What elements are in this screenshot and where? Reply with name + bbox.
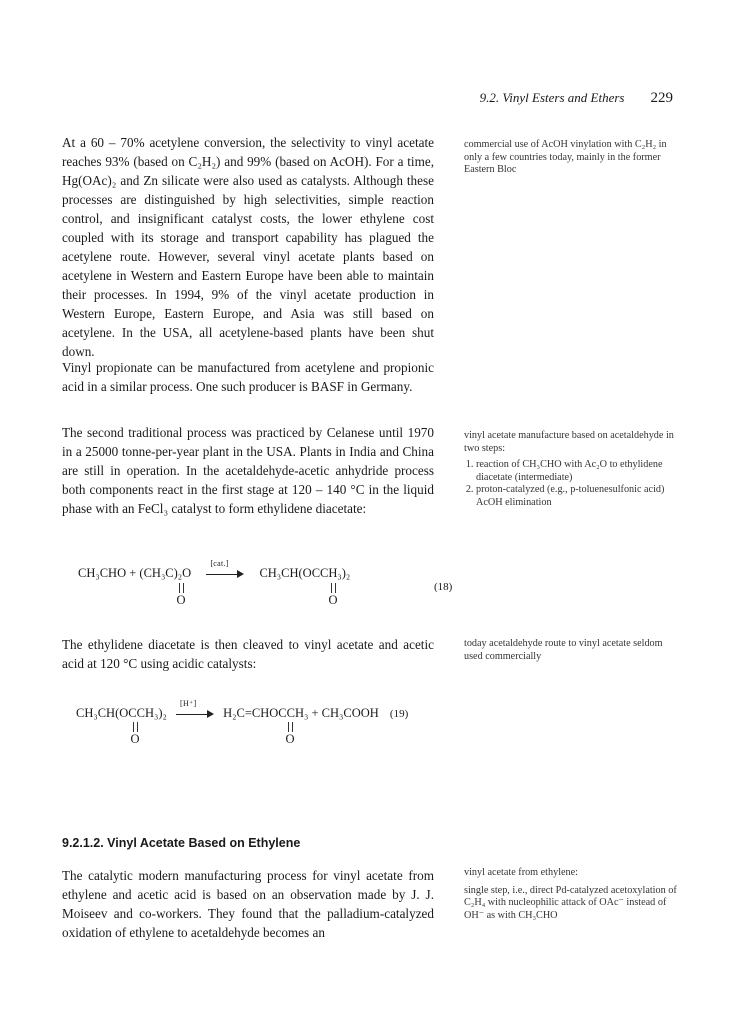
page-number: 229 — [650, 90, 673, 106]
double-bond — [179, 583, 184, 593]
double-bond — [288, 722, 293, 732]
margin-note-acetaldehyde — [464, 430, 678, 510]
section-title: 9.2. Vinyl Esters and Ethers — [479, 90, 625, 105]
equation-number-18: (18) — [434, 581, 453, 593]
eq18-carbonyl-1 — [175, 583, 187, 606]
eq19-catalyst: [H⁺] — [179, 699, 197, 709]
equation-number-19: (19) — [389, 708, 409, 720]
paragraph-cleavage: The ethylidene diacetate is then cleaved to vinyl acetate and acetic acid at 120 °C using acidic catalysts: — [62, 637, 434, 671]
margin-note-intro: vinyl acetate manufacture based on acetaldehyde in two steps: — [464, 430, 674, 454]
double-bond — [133, 722, 138, 732]
margin-note-body: single step, i.e., direct Pd-catalyzed acetoxylation of C₂H₄ with nucleophilic attack of OAc⁻ instead of OH⁻ as with CH₃CHO — [464, 884, 677, 921]
reaction-arrow — [176, 699, 214, 719]
running-header — [440, 90, 673, 107]
margin-note-steps — [464, 459, 678, 509]
paragraph-acetylene-conversion: At a 60 – 70% acetylene conversion, the selectivity to vinyl acetate reaches 93% (based on C₂H₂) and 99% (based on AcOH). For a time, Hg(OAc)₂ and Zn silicate were also used as catalysts. Although these processes are distinguished by high selectivities, simple reaction control, and insignificant catalyst costs, the lower ethylene cost coupled with its storage and transport capability has plagued the acetylene route. However, several vinyl acetate plants based on acetylene in Western and Eastern Europe have been able to maintain their processes. In 1994, 9% of the vinyl acetate production in Western Europe, Eastern Europe, and Asia was still based on acetylene. In the USA, all acetylene-based plants have been shut down. — [62, 135, 434, 359]
margin-note-title: vinyl acetate from ethylene: — [464, 867, 578, 878]
oxygen-label: O — [328, 593, 338, 607]
eq18-reactants: CH₃CHO + (CH₃C)₂O — [78, 566, 192, 580]
double-bond — [331, 583, 336, 593]
eq18-catalyst: [cat.] — [210, 559, 229, 569]
oxygen-label: O — [176, 593, 186, 607]
margin-note-seldom-used: today acetaldehyde route to vinyl acetate seldom used commercially — [464, 638, 663, 662]
eq19-carbonyl-2 — [284, 722, 296, 745]
paragraph-ethylene-route: The catalytic modern manufacturing process for vinyl acetate from ethylene and acetic acid is based on an observation made by J. J. Moiseev and co-workers. They found that the palladium-catalyzed oxidation of ethylene to acetaldehyde becomes an — [62, 868, 434, 940]
eq18-product: CH₃CH(OCCH₃)₂ — [259, 566, 351, 580]
paragraph-second-process: The second traditional process was practiced by Celanese until 1970 in a 25000 tonne-per-year plant in the USA. Plants in India and China are still in operation. In the acetaldehyde-acetic anhydride process both components react in the first stage at 120 – 140 °C in the liquid phase with an FeCl₃ catalyst to form ethylidene diacetate: — [62, 425, 434, 516]
section-heading: 9.2.1.2. Vinyl Acetate Based on Ethylene — [62, 836, 301, 850]
oxygen-label: O — [285, 732, 295, 746]
equation-19 — [76, 699, 436, 721]
equation-18 — [78, 559, 351, 581]
eq19-reactant: CH₃CH(OCCH₃)₂ — [76, 706, 167, 720]
margin-note-step: 1. reaction of CH₃CHO with Ac₂O to ethylidene diacetate (intermediate) — [476, 459, 678, 484]
reaction-arrow — [206, 559, 244, 579]
eq19-products: H₂C=CHOCCH₃ + CH₃COOH — [223, 706, 379, 720]
eq18-carbonyl-2 — [327, 583, 339, 606]
margin-note-ethylene — [464, 867, 678, 922]
margin-note-acetylene: commercial use of AcOH vinylation with C₂H₂ in only a few countries today, mainly in the former Eastern Bloc — [464, 139, 667, 176]
margin-note-step: 2. proton-catalyzed (e.g., p-toluenesulfonic acid) AcOH elimination — [476, 484, 678, 509]
oxygen-label: O — [130, 732, 140, 746]
eq19-carbonyl-1 — [129, 722, 141, 745]
paragraph-vinyl-propionate: Vinyl propionate can be manufactured from acetylene and propionic acid in a similar process. One such producer is BASF in Germany. — [62, 360, 434, 394]
